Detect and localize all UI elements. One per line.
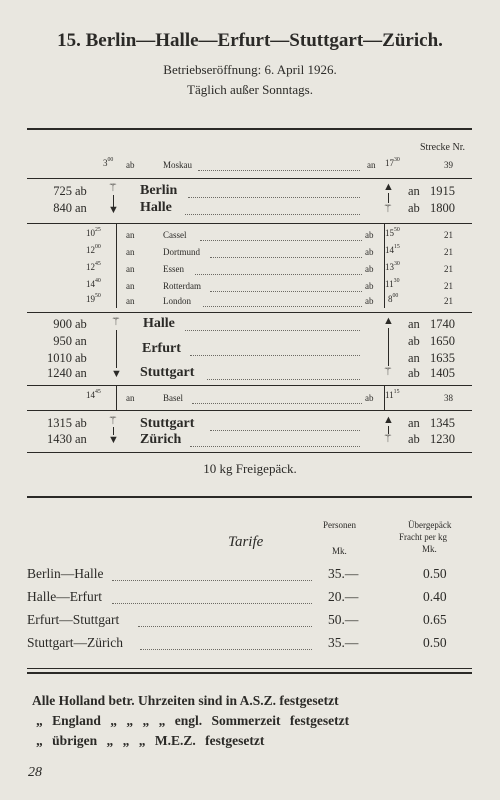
moskau-time: $3^{00}$	[103, 157, 114, 168]
freight-header: Übergepäck	[408, 520, 452, 530]
tariff-top-rule	[27, 496, 472, 498]
table-top-rule	[27, 128, 472, 130]
persons-header: Personen	[323, 520, 356, 530]
arrow-down-icon: ▼	[111, 368, 122, 380]
tariff-label: Tarife	[228, 534, 264, 550]
train-icon: ⚚	[383, 203, 393, 215]
tariff-row-route: Halle—Erfurt	[27, 589, 102, 604]
tariff-row-route: Stuttgart—Zürich	[27, 635, 123, 650]
notes-top-rule	[27, 672, 472, 674]
arrow-up-icon: ▲	[383, 315, 394, 327]
train-icon: ⚚	[383, 366, 393, 378]
arrow-up-icon: ▲	[383, 414, 394, 426]
train-icon: ⚚	[383, 433, 393, 445]
tariff-row-route: Berlin—Halle	[27, 566, 104, 581]
note-line: „ England „ „ „ „ engl. Sommerzeit festgesetzt	[36, 713, 350, 728]
note-line: „ übrigen „ „ „ M.E.Z. festgesetzt	[36, 733, 265, 748]
train-icon: ⚚	[111, 316, 121, 328]
frequency-note: Täglich außer Sonntags.	[187, 82, 313, 97]
route-header: Strecke Nr.	[420, 142, 465, 153]
tariff-row-route: Erfurt—Stuttgart	[27, 612, 120, 627]
baggage-note: 10 kg Freigepäck.	[203, 461, 297, 476]
arrow-down-icon: ▼	[108, 434, 119, 446]
moskau-return-time: $17^{30}$	[385, 157, 400, 168]
note-line: Alle Holland betr. Uhrzeiten sind in A.S.Z. festgesetzt	[32, 693, 339, 708]
train-icon: ⚚	[108, 182, 118, 194]
opening-date: Betriebseröffnung: 6. April 1926.	[163, 62, 337, 77]
arrow-down-icon: ▼	[108, 204, 119, 216]
page-title: 15. Berlin—Halle—Erfurt—Stuttgart—Zürich.	[57, 30, 443, 51]
page-number: 28	[28, 765, 42, 780]
arrow-up-icon: ▲	[383, 181, 394, 193]
train-icon: ⚚	[108, 415, 118, 427]
